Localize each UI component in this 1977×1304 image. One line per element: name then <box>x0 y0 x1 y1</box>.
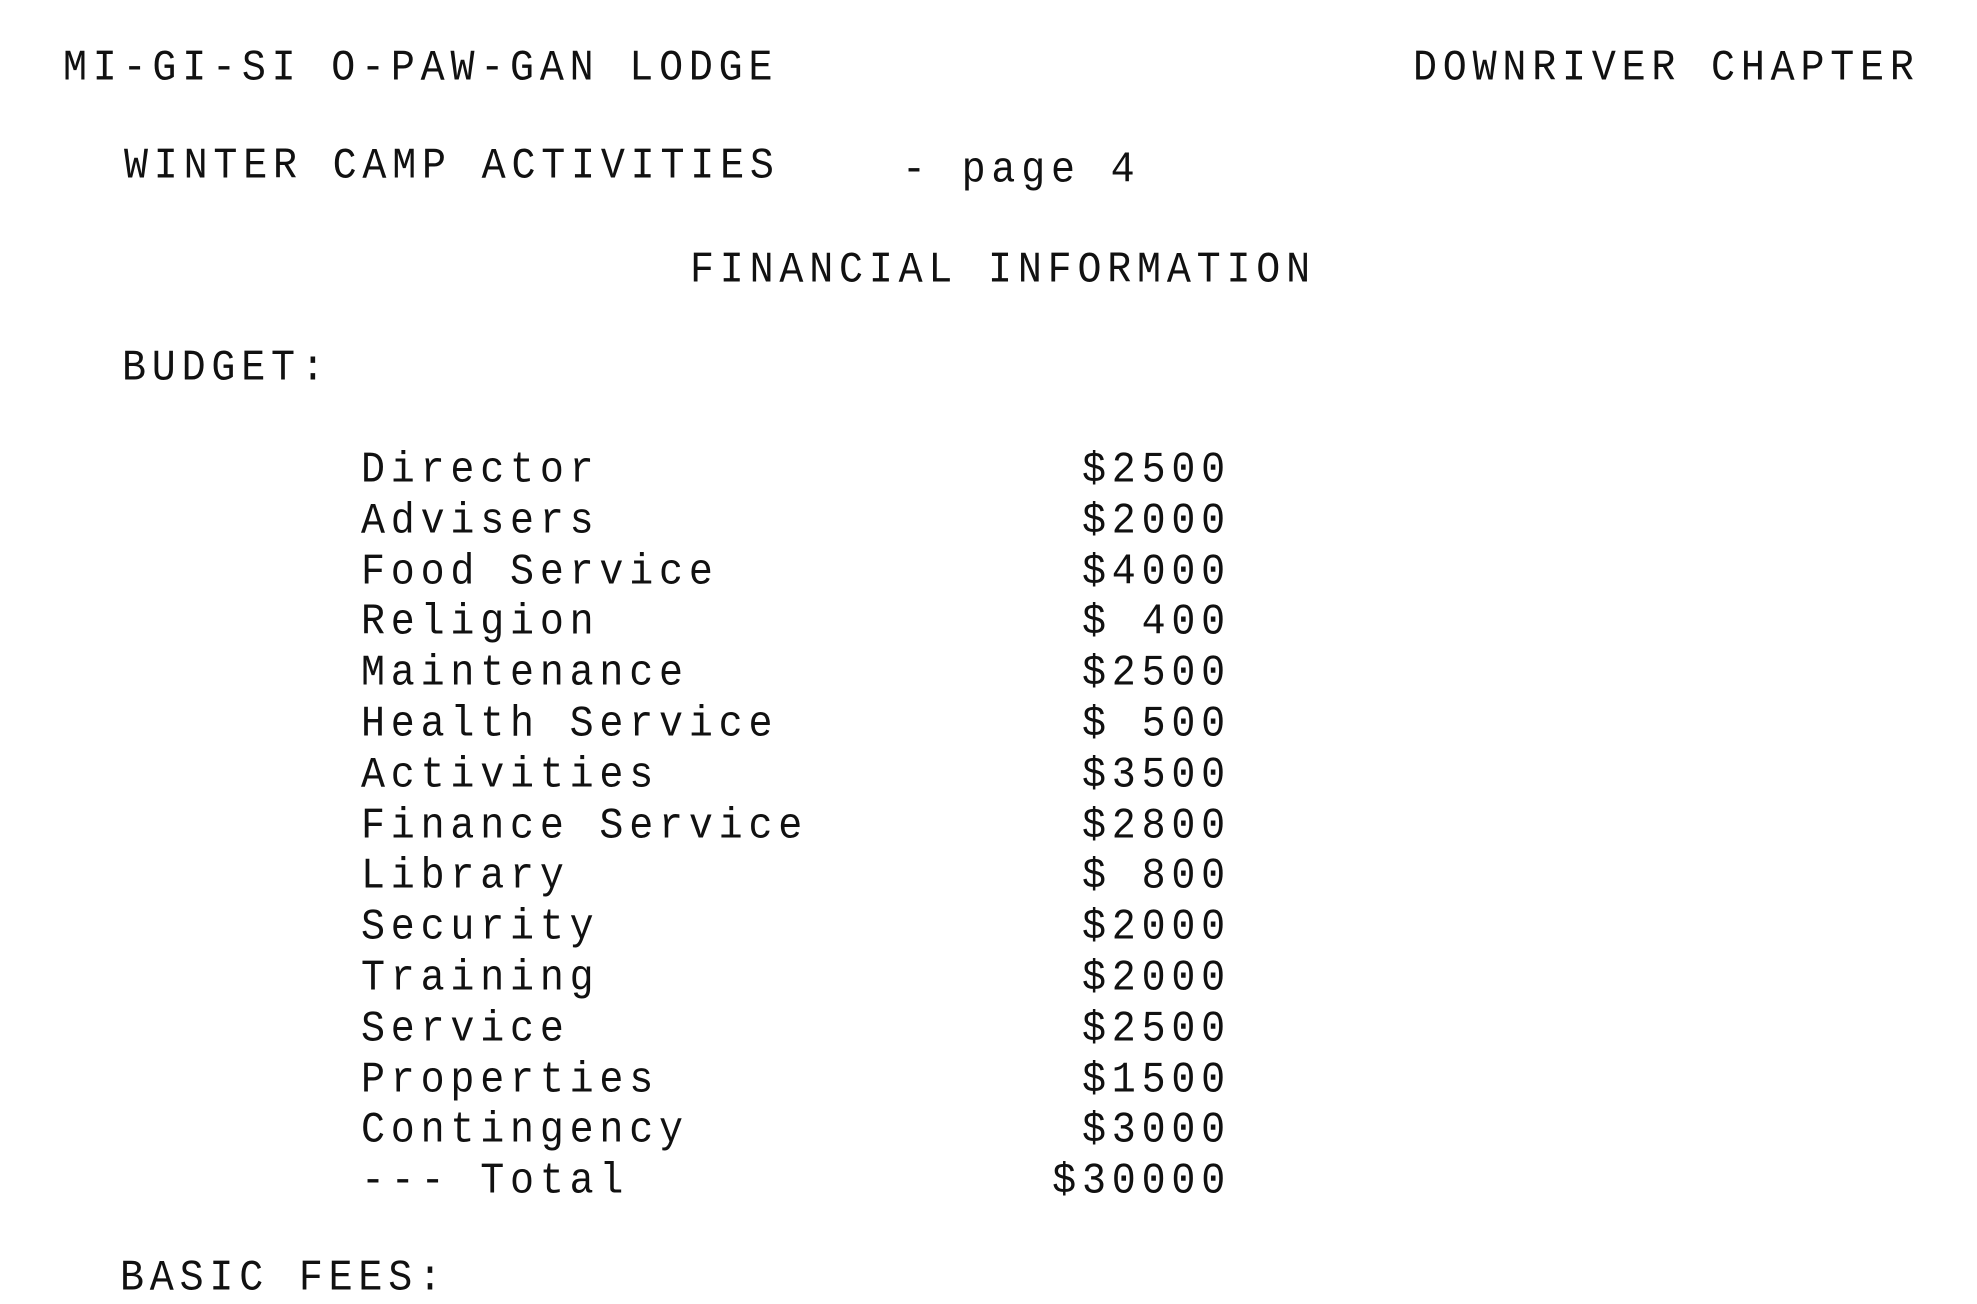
budget-item-label: Advisers <box>361 497 600 547</box>
budget-item-label: Director <box>361 447 600 496</box>
budget-item-amount: $ 500 <box>1081 701 1231 750</box>
budget-item-label: Health Service <box>361 701 779 750</box>
budget-row <box>361 1158 1261 1214</box>
budget-row <box>361 447 1261 503</box>
budget-item-label: Contingency <box>361 1107 689 1157</box>
lodge-name: MI-GI-SI O-PAW-GAN LODGE <box>63 45 779 94</box>
budget-item-amount: $2500 <box>1081 447 1231 496</box>
budget-row <box>361 548 1261 605</box>
budget-row <box>361 751 1261 808</box>
budget-row <box>361 904 1261 960</box>
budget-item-amount: $3000 <box>1081 1107 1231 1157</box>
budget-item-amount: $ 400 <box>1081 599 1231 649</box>
budget-row <box>361 701 1261 757</box>
budget-row <box>361 955 1261 1011</box>
budget-item-amount: $2000 <box>1081 497 1231 547</box>
budget-item-amount: $2500 <box>1081 650 1231 699</box>
chapter-name: DOWNRIVER CHAPTER <box>1413 45 1920 94</box>
budget-row <box>361 853 1261 909</box>
budget-item-amount: $2500 <box>1081 1005 1231 1055</box>
budget-row <box>361 650 1261 706</box>
budget-item-label: Properties <box>361 1056 660 1106</box>
budget-item-amount: $ 800 <box>1081 853 1231 903</box>
budget-item-label: Security <box>361 904 600 953</box>
section-title: FINANCIAL INFORMATION <box>690 247 1316 296</box>
budget-item-amount: $30000 <box>1052 1158 1231 1207</box>
budget-item-amount: $1500 <box>1081 1056 1231 1106</box>
budget-row <box>361 497 1261 554</box>
budget-row <box>361 802 1261 859</box>
budget-item-label: Religion <box>361 599 600 649</box>
budget-item-amount: $4000 <box>1081 548 1231 598</box>
budget-table <box>361 447 1261 1214</box>
page-number: - page 4 <box>902 147 1141 196</box>
budget-item-label: Service <box>361 1005 570 1055</box>
budget-row <box>361 1056 1261 1113</box>
budget-item-label: Library <box>361 853 570 903</box>
budget-item-amount: $2000 <box>1081 955 1231 1004</box>
budget-item-amount: $2000 <box>1081 904 1231 953</box>
document-title: WINTER CAMP ACTIVITIES <box>124 143 780 192</box>
budget-item-label: Activities <box>361 751 660 801</box>
budget-item-label: Food Service <box>361 548 719 598</box>
budget-row <box>361 1107 1261 1163</box>
budget-item-label: Finance Service <box>361 802 809 852</box>
budget-item-label: Maintenance <box>361 650 689 699</box>
budget-row <box>361 1005 1261 1062</box>
budget-item-label: Training <box>361 955 600 1004</box>
budget-heading: BUDGET: <box>122 345 331 394</box>
budget-row <box>361 599 1261 655</box>
budget-item-label: --- Total <box>361 1158 630 1207</box>
budget-item-amount: $2800 <box>1081 802 1231 852</box>
budget-item-amount: $3500 <box>1081 751 1231 801</box>
basic-fees-heading: BASIC FEES: <box>120 1255 448 1304</box>
